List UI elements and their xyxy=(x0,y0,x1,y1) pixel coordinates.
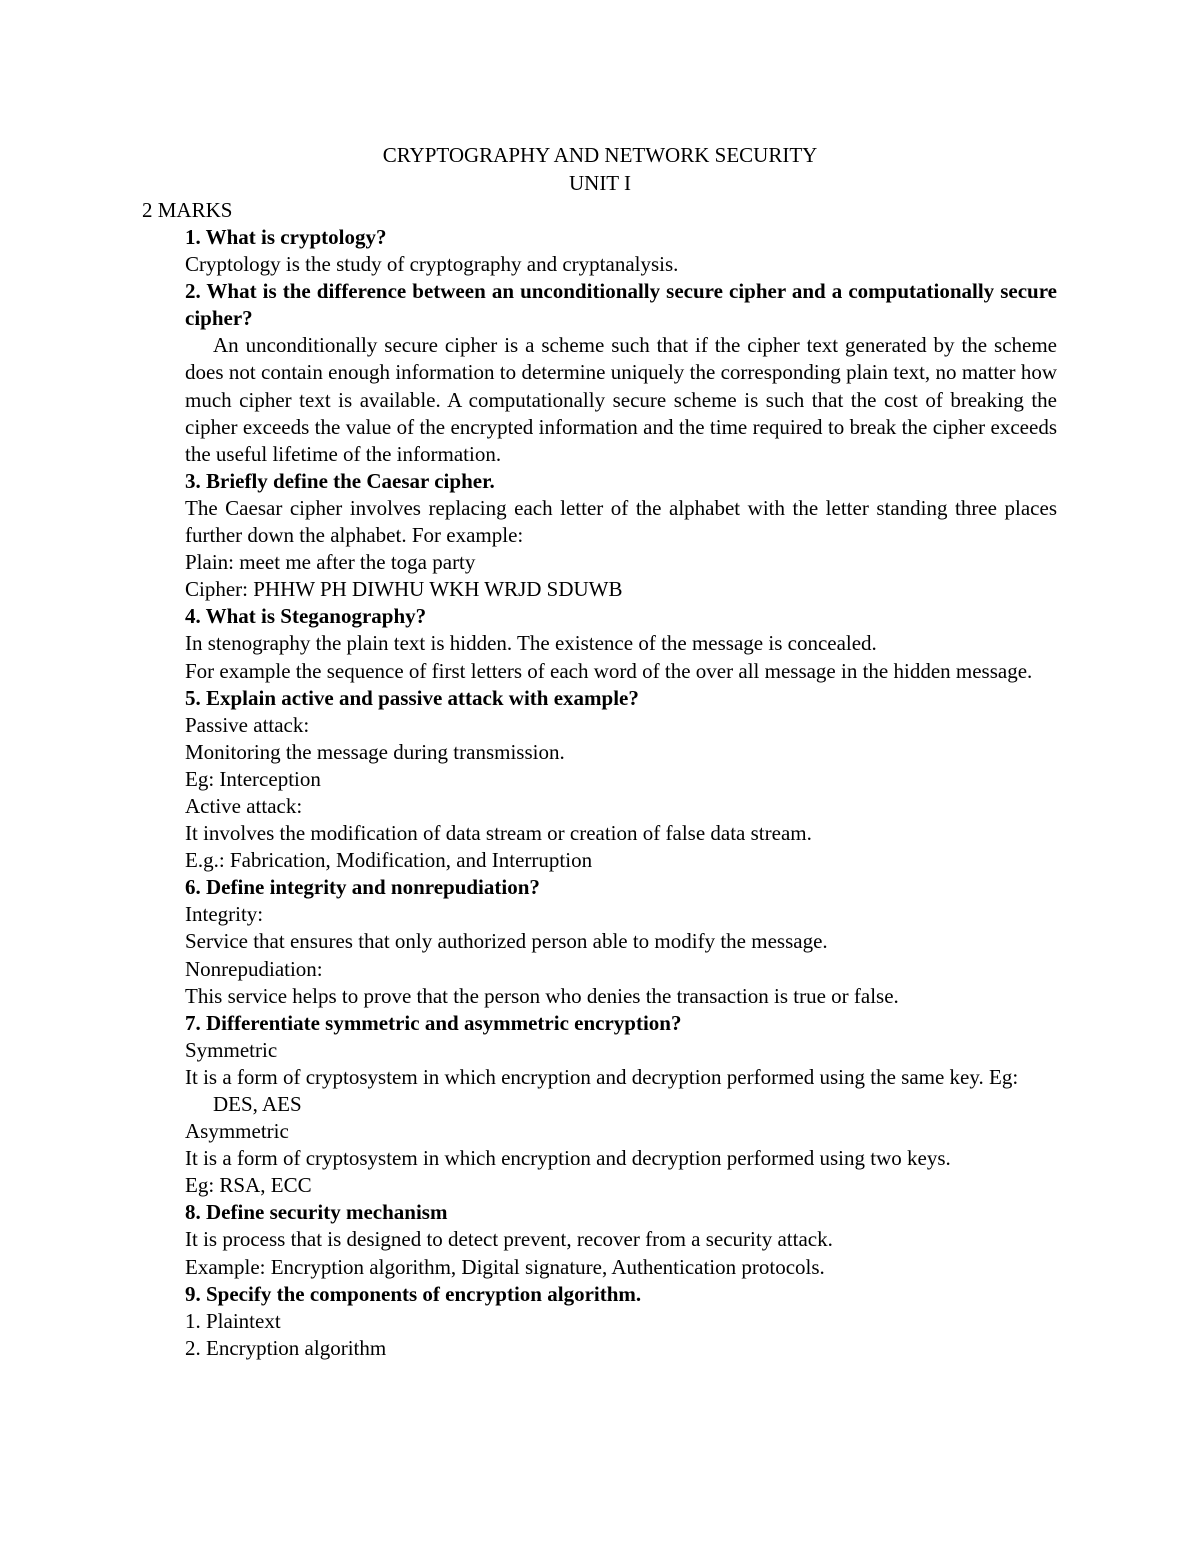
question-1: 1. What is cryptology? xyxy=(185,225,387,249)
question-2: 2. What is the difference between an unconditionally secure cipher and a computationally secure cipher? xyxy=(185,279,1057,331)
answer-4-line1: In stenography the plain text is hidden. The existence of the message is concealed. xyxy=(185,631,877,656)
integrity-desc: Service that ensures that only authorized person able to modify the message. xyxy=(185,929,828,954)
integrity-label: Integrity: xyxy=(185,902,264,927)
question-8: 8. Define security mechanism xyxy=(185,1200,448,1225)
question-4: 4. What is Steganography? xyxy=(185,604,427,629)
document-title: CRYPTOGRAPHY AND NETWORK SECURITY xyxy=(382,143,818,167)
answer-3-plain: Plain: meet me after the toga party xyxy=(185,550,476,575)
passive-attack-desc: Monitoring the message during transmission. xyxy=(185,739,565,764)
answer-2: An unconditionally secure cipher is a scheme such that if the cipher text generated by the scheme does not contain enough information to determine uniquely the corresponding plain text, no matter how much cipher text is available. A computationally secure scheme is such that the cost of breaking the cipher exceeds the value of the encrypted information and the time required to break the cipher exceeds the useful lifetime of the information. xyxy=(185,333,1057,466)
nonrepudiation-label: Nonrepudiation: xyxy=(185,956,323,981)
asymmetric-label: Asymmetric xyxy=(185,1119,289,1144)
passive-attack-example: Eg: Interception xyxy=(185,766,321,791)
answer-8: It is process that is designed to detect prevent, recover from a security attack. xyxy=(185,1227,833,1252)
question-3: 3. Briefly define the Caesar cipher. xyxy=(185,468,495,493)
component-item: 2. Encryption algorithm xyxy=(185,1335,387,1360)
symmetric-label: Symmetric xyxy=(185,1037,278,1062)
asymmetric-desc: It is a form of cryptosystem in which encryption and decryption performed using two keys. xyxy=(185,1146,951,1171)
answer-8-example: Example: Encryption algorithm, Digital signature, Authentication protocols. xyxy=(185,1254,825,1279)
section-heading: 2 MARKS xyxy=(142,198,233,222)
active-attack-example: E.g.: Fabrication, Modification, and Interruption xyxy=(185,848,593,873)
symmetric-desc: It is a form of cryptosystem in which encryption and decryption performed using the same key. Eg: DES, AES xyxy=(185,1064,1019,1116)
active-attack-desc: It involves the modification of data stream or creation of false data stream. xyxy=(185,821,812,846)
active-attack-label: Active attack: xyxy=(185,793,303,818)
asymmetric-example: Eg: RSA, ECC xyxy=(185,1173,312,1198)
unit-heading: UNIT I xyxy=(568,171,631,195)
component-item: 1. Plaintext xyxy=(185,1308,281,1333)
answer-4-line2: For example the sequence of first letters of each word of the over all message in the hidden message. xyxy=(185,658,1033,683)
question-9: 9. Specify the components of encryption algorithm. xyxy=(185,1281,642,1306)
answer-1: Cryptology is the study of cryptography and cryptanalysis. xyxy=(185,252,679,277)
nonrepudiation-desc: This service helps to prove that the person who denies the transaction is true or false. xyxy=(185,983,899,1008)
answer-3: The Caesar cipher involves replacing each letter of the alphabet with the letter standing three places further down the alphabet. For example: xyxy=(185,495,1057,548)
answer-3-cipher: Cipher: PHHW PH DIWHU WKH WRJD SDUWB xyxy=(185,577,623,602)
question-list xyxy=(185,224,1057,1362)
question-5: 5. Explain active and passive attack with example? xyxy=(185,685,639,710)
question-7: 7. Differentiate symmetric and asymmetric encryption? xyxy=(185,1010,682,1035)
question-6: 6. Define integrity and nonrepudiation? xyxy=(185,875,540,900)
passive-attack-label: Passive attack: xyxy=(185,712,310,737)
